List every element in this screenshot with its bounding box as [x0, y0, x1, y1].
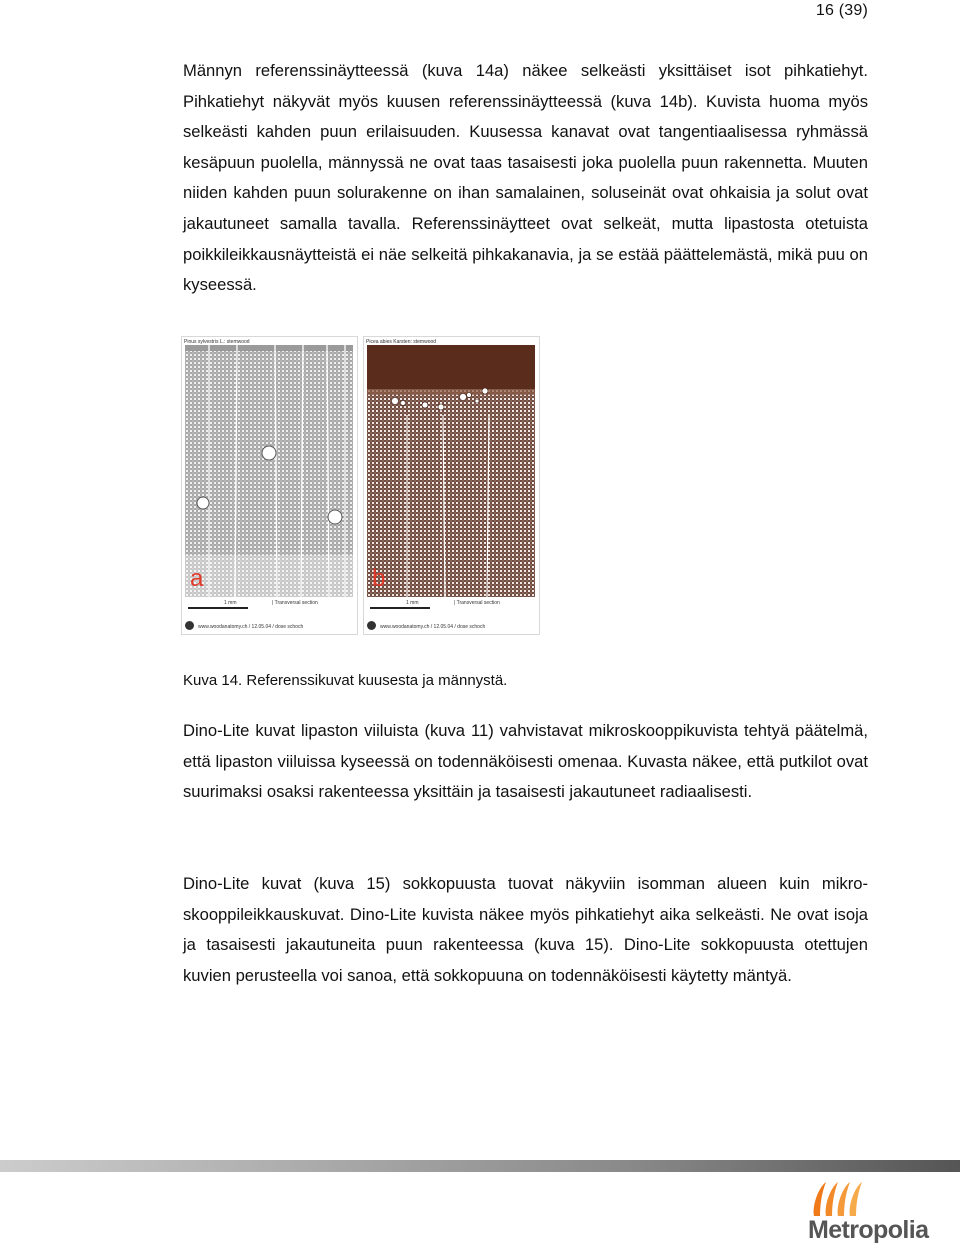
panel-a-section-label: | Transversal section: [272, 600, 318, 606]
panel-b-scale-bar: [370, 607, 430, 609]
pine-cross-section-image: [185, 345, 353, 597]
figure-panel-a: [181, 336, 358, 635]
panel-a-scale-bar: [188, 607, 248, 609]
body-paragraph-1: Männyn referenssinäytteessä (kuva 14a) näkee selkeästi yksittäiset isot pihkatiehyt. Pihkatiehyt näkyvät myös kuusen referenssinäytteessä (kuva 14b). Kuvista huoma myös selkeästi kahden puun erilaisuuden. Kuusessa kanavat ovat tangentiaalisessa ryhmässä kesäpuun puolella, männyssä ne ovat taas tasaisesti joka puolella puun rakennetta. Muuten niiden kahden puun solurakenne on ihan samalainen, soluseinät ovat ohkaisia ja solut ovat jakautuneet samalla tavalla. Referenssinäytteet ovat selkeät, mutta lipastosta otetuista poikkileikkausnäytteistä ei näe selkeitä pihkakanavia, ja se estää päättelemästä, mikä puu on kyseessä.: [183, 61, 868, 295]
body-paragraph-3: Dino-Lite kuvat (kuva 15) sokkopuusta tuovat näkyviin isomman alueen kuin mikroskooppileikkauskuvat. Dino-Lite kuvista näkee myös pihkatiehyt aika selkeästi. Ne ovat isoja ja tasaisesti jakautuneita puun rakenteessa (kuva 15). Dino-Lite sokkopuusta otettujen kuvien perusteella voi sanoa, että sokkopuuna on todennäköisesti käytetty mäntyä.: [183, 874, 868, 985]
panel-a-credit: www.woodanatomy.ch / 12.05.04 / dose schoch: [198, 624, 304, 630]
panel-a-letter: a: [190, 565, 204, 592]
figure-caption: Kuva 14. Referenssikuvat kuusesta ja männystä.: [183, 672, 508, 689]
panel-b-credit: www.woodanatomy.ch / 12.05.04 / dose schoch: [380, 624, 486, 630]
woodanatomy-logo-icon: [185, 621, 194, 630]
woodanatomy-logo-icon: [367, 621, 376, 630]
panel-b-scale-label: 1 mm: [406, 600, 419, 606]
page-number: 16 (39): [815, 2, 868, 19]
panel-b-section-label: | Transversal section: [454, 600, 500, 606]
panel-a-scale-label: 1 mm: [224, 600, 237, 606]
metropolia-logo-text: Metropolia: [808, 1216, 929, 1244]
figure-14: [181, 336, 541, 636]
panel-b-header: Picea abies Karsten: stemwood: [366, 339, 437, 345]
panel-b-letter: b: [372, 565, 386, 592]
panel-a-header: Pinus sylvestris L.: stemwood: [184, 339, 250, 345]
body-paragraph-2: Dino-Lite kuvat lipaston viiluista (kuva 11) vahvistavat mikroskooppikuvista tehtyä päätelmä, että lipaston viiluissa kyseessä on todennäköisesti omenaa. Kuvasta näkee, että putkilot ovat suurimaksi osaksi rakenteessa yksittäin ja tasaisesti jakautuneet radiaalisesti.: [183, 721, 868, 802]
spruce-cross-section-image: [367, 345, 535, 597]
figure-panel-b: [363, 336, 540, 635]
footer-gradient-bar: [0, 1160, 960, 1172]
